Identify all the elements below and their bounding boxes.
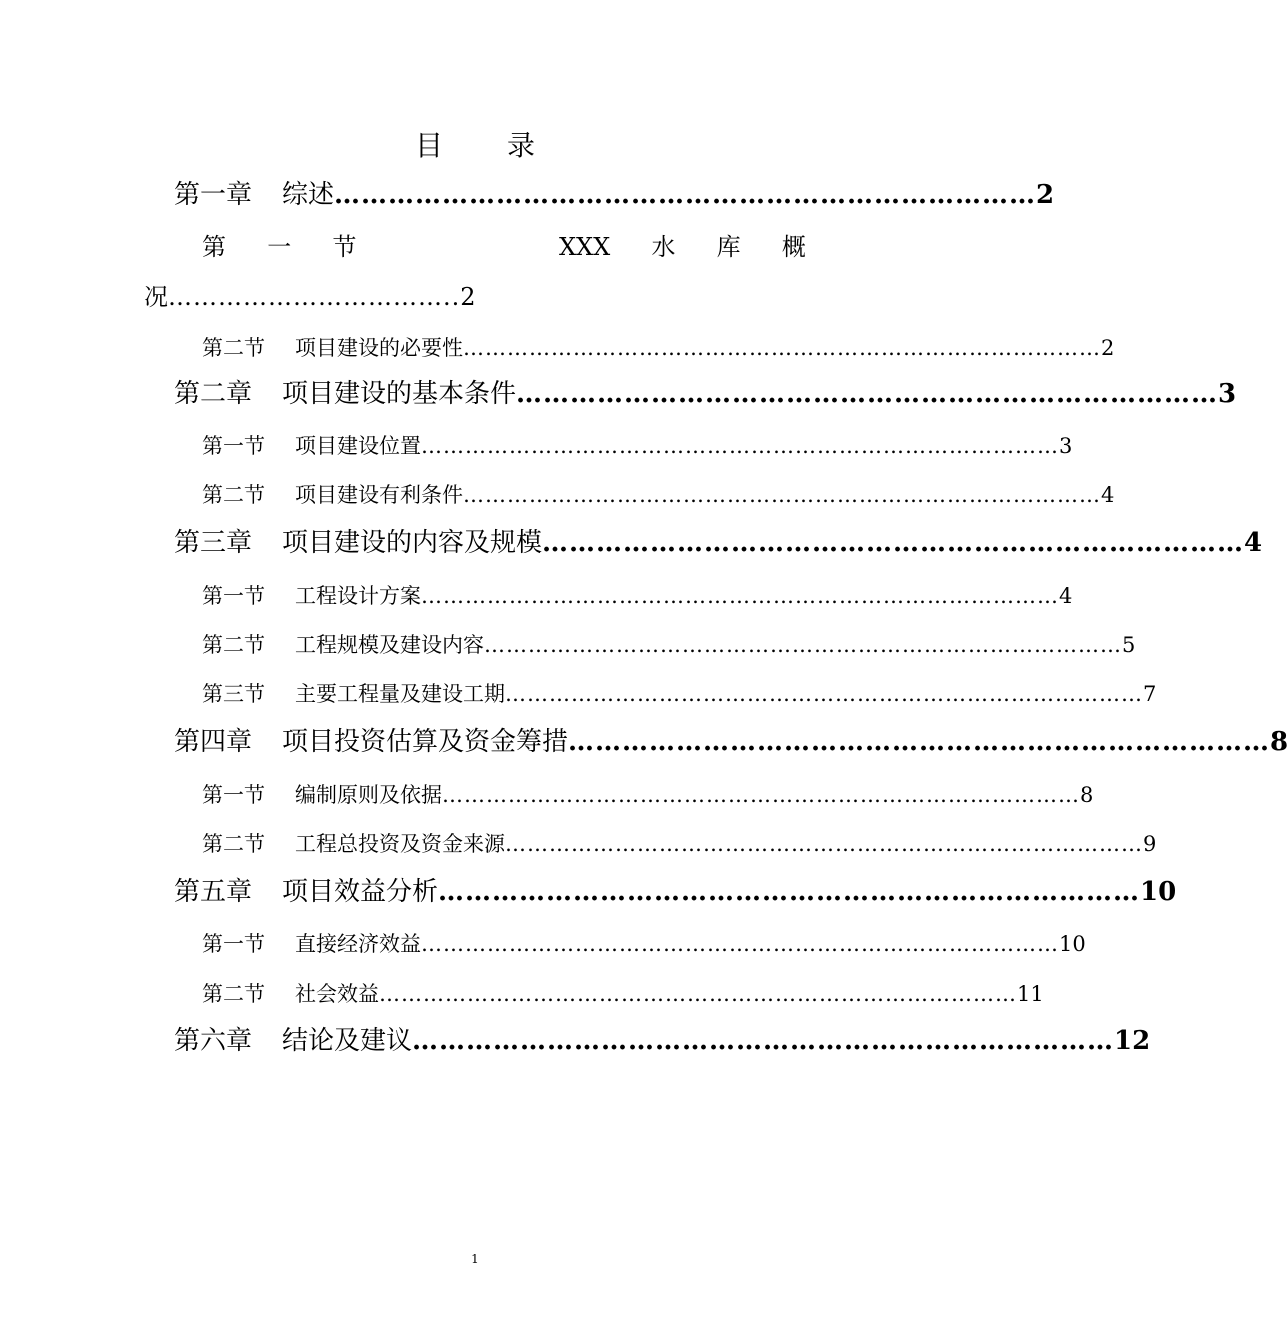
section-char: 库 (716, 233, 741, 261)
leader-dots: …………………………………………………………………………… (379, 982, 1017, 1006)
section-char: 一 (267, 233, 292, 261)
leader-dots: …………………………………………………………………… (334, 180, 1037, 210)
leader-dots: …………………………………………………………………… (516, 379, 1219, 409)
section-title: 直接经济效益 (295, 932, 421, 956)
chapter-title: 综述 (282, 180, 335, 210)
page-number: 2 (1036, 180, 1055, 210)
page-number: 12 (1114, 1026, 1151, 1056)
toc-section-5-2[interactable] (202, 978, 1044, 1010)
leader-dots: …………………………………………………………………………… (463, 336, 1101, 360)
leader-dots: …………………………………………………………………………… (463, 483, 1101, 507)
section-label: 第二节 (202, 483, 265, 507)
toc-section-1-1-line-2[interactable] (144, 280, 476, 314)
toc-section-1-1-line-1[interactable] (202, 230, 806, 264)
section-title-continued: 况 (144, 283, 168, 311)
chapter-label: 第二章 (174, 379, 253, 409)
section-char: 节 (332, 233, 357, 261)
toc-section-2-1[interactable] (202, 430, 1073, 462)
page-number: 4 (1059, 584, 1073, 608)
section-title: 主要工程量及建设工期 (295, 682, 505, 706)
section-title: 工程规模及建设内容 (295, 633, 484, 657)
section-label: 第二节 (202, 336, 265, 360)
leader-dots: …………………………………………………………………………… (421, 584, 1059, 608)
chapter-label: 第六章 (174, 1026, 253, 1056)
toc-section-5-1[interactable] (202, 928, 1086, 960)
section-title: 项目建设有利条件 (295, 483, 463, 507)
leader-dots: …………………………………………………………………………… (421, 932, 1059, 956)
toc-chapter-1[interactable] (174, 175, 1055, 215)
leader-dots: …………………………………………………………………………… (421, 434, 1059, 458)
page-number: 2 (1101, 336, 1115, 360)
section-char: 第 (202, 233, 226, 261)
toc-chapter-2[interactable] (174, 374, 1237, 414)
leader-dots: …………………………………………………………………… (542, 528, 1245, 558)
page-number: 10 (1140, 877, 1177, 907)
leader-dots: …………………………………………………………………………… (505, 832, 1143, 856)
chapter-label: 第一章 (174, 180, 253, 210)
leader-dots: …………………………………………………………………………… (484, 633, 1122, 657)
toc-section-3-3[interactable] (202, 678, 1157, 710)
section-label: 第一节 (202, 584, 265, 608)
section-title: 工程设计方案 (295, 584, 421, 608)
chapter-title: 结论及建议 (282, 1026, 413, 1056)
leader-dots: …………………………………………………………………… (568, 727, 1271, 757)
toc-section-1-2[interactable] (202, 332, 1115, 364)
toc-section-4-1[interactable] (202, 779, 1094, 811)
page-number: 9 (1143, 832, 1157, 856)
chapter-title: 项目建设的内容及规模 (282, 528, 543, 558)
section-title: 社会效益 (295, 982, 379, 1006)
page-number: 5 (1122, 633, 1136, 657)
section-title: 项目建设的必要性 (295, 336, 463, 360)
section-label: 第三节 (202, 682, 265, 706)
page-number: 11 (1017, 982, 1044, 1006)
page-footer-number: 1 (471, 1252, 479, 1266)
section-char: 概 (781, 233, 806, 261)
page-number: 4 (1244, 528, 1263, 558)
page-number: 2 (460, 283, 476, 311)
section-label: 第一节 (202, 783, 265, 807)
chapter-label: 第三章 (174, 528, 253, 558)
page-number: 3 (1218, 379, 1237, 409)
toc-title: 目录 (414, 129, 599, 162)
page-number: 10 (1059, 932, 1086, 956)
section-title: 编制原则及依据 (295, 783, 442, 807)
section-label: 第二节 (202, 832, 265, 856)
toc-section-3-2[interactable] (202, 629, 1136, 661)
leader-dots: …………………………………………………………………… (438, 877, 1141, 907)
chapter-label: 第五章 (174, 877, 253, 907)
section-label: 第二节 (202, 633, 265, 657)
page-number: 4 (1101, 483, 1115, 507)
chapter-label: 第四章 (174, 727, 253, 757)
toc-chapter-4[interactable] (174, 722, 1288, 762)
chapter-title: 项目效益分析 (282, 877, 439, 907)
section-label: 第一节 (202, 932, 265, 956)
section-title: 项目建设位置 (295, 434, 421, 458)
leader-dots: …………………………………………………………………………… (442, 783, 1080, 807)
chapter-title: 项目建设的基本条件 (282, 379, 517, 409)
section-label: 第二节 (202, 982, 265, 1006)
toc-section-3-1[interactable] (202, 580, 1073, 612)
chapter-title: 项目投资估算及资金筹措 (282, 727, 569, 757)
toc-section-4-2[interactable] (202, 828, 1157, 860)
page-number: 3 (1059, 434, 1073, 458)
leader-dots: …………………………………………………………………… (412, 1026, 1115, 1056)
toc-chapter-6[interactable] (174, 1021, 1151, 1061)
toc-chapter-3[interactable] (174, 523, 1263, 563)
toc-chapter-5[interactable] (174, 872, 1177, 912)
section-label: 第一节 (202, 434, 265, 458)
section-title: 工程总投资及资金来源 (295, 832, 505, 856)
section-char: 水 (651, 233, 676, 261)
toc-section-2-2[interactable] (202, 479, 1115, 511)
page-number: 8 (1080, 783, 1094, 807)
page-number: 8 (1270, 727, 1288, 757)
page-number: 7 (1143, 682, 1157, 706)
section-char: XXX (558, 233, 611, 261)
leader-dots: …………………………….. (168, 283, 461, 311)
leader-dots: …………………………………………………………………………… (505, 682, 1143, 706)
